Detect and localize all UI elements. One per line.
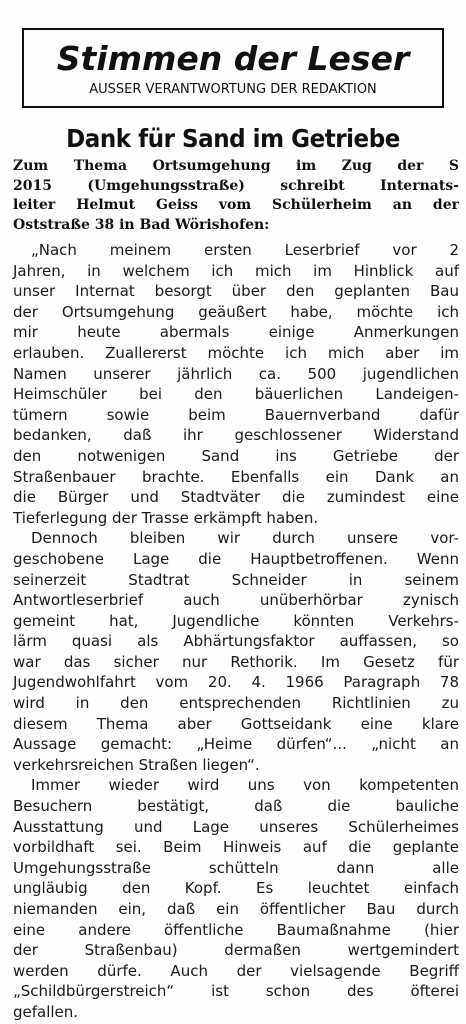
lead-line: Zum Thema Ortsumgehung im Zug der S bbox=[13, 158, 459, 174]
lead-line: leiter Helmut Geiss vom Schülerheim an der bbox=[13, 197, 459, 213]
body-line: „Schildbürgerstreich“ ist schon des öfterei bbox=[13, 982, 459, 1001]
body-line: tümern sowie beim Bauernverband dafür bbox=[13, 405, 459, 424]
body-line: Jahren, in welchem ich mich im Hinblick auf bbox=[13, 261, 459, 280]
article-paragraph bbox=[13, 528, 459, 775]
body-line: diesem Thema aber Gottseidank eine klare bbox=[13, 714, 459, 733]
body-line: Heimschüler bei den bäuerlichen Landeigen- bbox=[13, 385, 459, 404]
body-line: vorbildhaft sei. Beim Hinweis auf die geplante bbox=[13, 838, 459, 857]
body-line: den notwenigen Sand ins Getriebe der bbox=[13, 446, 459, 465]
column-header-box bbox=[22, 28, 444, 108]
body-line: geschobene Lage die Hauptbetroffenen. Wenn bbox=[13, 549, 459, 568]
body-line: seinerzeit Stadtrat Schneider in seinem bbox=[13, 570, 459, 589]
lead-line: Oststraße 38 in Bad Wörishofen: bbox=[13, 216, 270, 233]
body-line: Dennoch bleiben wir durch unsere vor- bbox=[31, 529, 459, 548]
body-line: bedanken, daß ihr geschlossener Widerstand bbox=[13, 426, 459, 445]
lead-line: 2015 (Umgehungsstraße) schreibt Internats- bbox=[13, 177, 459, 194]
body-line: Aussage gemacht: „Heime dürfen“... „nicht an bbox=[13, 735, 459, 754]
body-line: gefallen. bbox=[13, 1002, 79, 1021]
body-line: gemeint hat, Jugendliche könnten Verkehrs- bbox=[13, 611, 459, 630]
body-line: Jugendwohlfahrt vom 20. 4. 1966 Paragraph 78 bbox=[13, 673, 459, 692]
body-line: mir heute abermals einige Anmerkungen bbox=[13, 323, 459, 342]
body-line: Immer wieder wird uns von kompetenten bbox=[31, 776, 459, 795]
body-line: Tieferlegung der Trasse erkämpft haben. bbox=[13, 508, 319, 527]
column-subtitle: AUSSER VERANTWORTUNG DER REDAKTION bbox=[89, 82, 377, 97]
article-lead bbox=[13, 157, 459, 235]
body-line: unser Internat besorgt über den geplanten Bau bbox=[13, 282, 459, 301]
article-headline: Dank für Sand im Getriebe bbox=[66, 124, 400, 153]
article-body bbox=[13, 240, 459, 1023]
body-line: der Straßenbau) dermaßen wertgemindert bbox=[13, 941, 459, 960]
column-title: Stimmen der Leser bbox=[56, 39, 410, 78]
body-line: Ausstattung und Lage unseres Schülerheimes bbox=[13, 817, 459, 836]
body-line: werden dürfe. Auch der vielsagende Begriff bbox=[13, 961, 459, 980]
body-line: wird in den entsprechenden Richtlinien zu bbox=[13, 694, 459, 713]
body-line: ungläubig den Kopf. Es leuchtet einfach bbox=[13, 879, 459, 898]
body-line: „Nach meinem ersten Leserbrief vor 2 bbox=[31, 241, 459, 259]
body-line: Antwortleserbrief auch unüberhörbar zynisch bbox=[13, 591, 459, 610]
article-paragraph bbox=[13, 240, 459, 528]
body-line: der Ortsumgehung geäußert habe, möchte ich bbox=[13, 302, 459, 321]
body-line: erlauben. Zuallererst möchte ich mich aber im bbox=[13, 343, 459, 362]
body-line: lärm quasi als Abhärtungsfaktor auffassen, so bbox=[13, 632, 459, 651]
body-line: Umgehungsstraße schütteln dann alle bbox=[13, 858, 459, 877]
body-line: war das sicher nur Rethorik. Im Gesetz für bbox=[13, 652, 459, 671]
body-line: die Bürger und Stadtväter die zumindest eine bbox=[13, 488, 459, 507]
body-line: Namen unserer jährlich ca. 500 jugendlichen bbox=[13, 364, 459, 383]
body-line: niemanden ein, daß ein öffentlicher Bau durch bbox=[13, 900, 459, 918]
body-line: eine andere öffentliche Baumaßnahme (hier bbox=[13, 920, 459, 939]
body-line: Straßenbauer brachte. Ebenfalls ein Dank an bbox=[13, 467, 459, 486]
article-paragraph bbox=[13, 775, 459, 1022]
body-line: Besuchern bestätigt, daß die bauliche bbox=[13, 797, 459, 816]
body-line: verkehrsreichen Straßen liegen“. bbox=[13, 755, 260, 774]
